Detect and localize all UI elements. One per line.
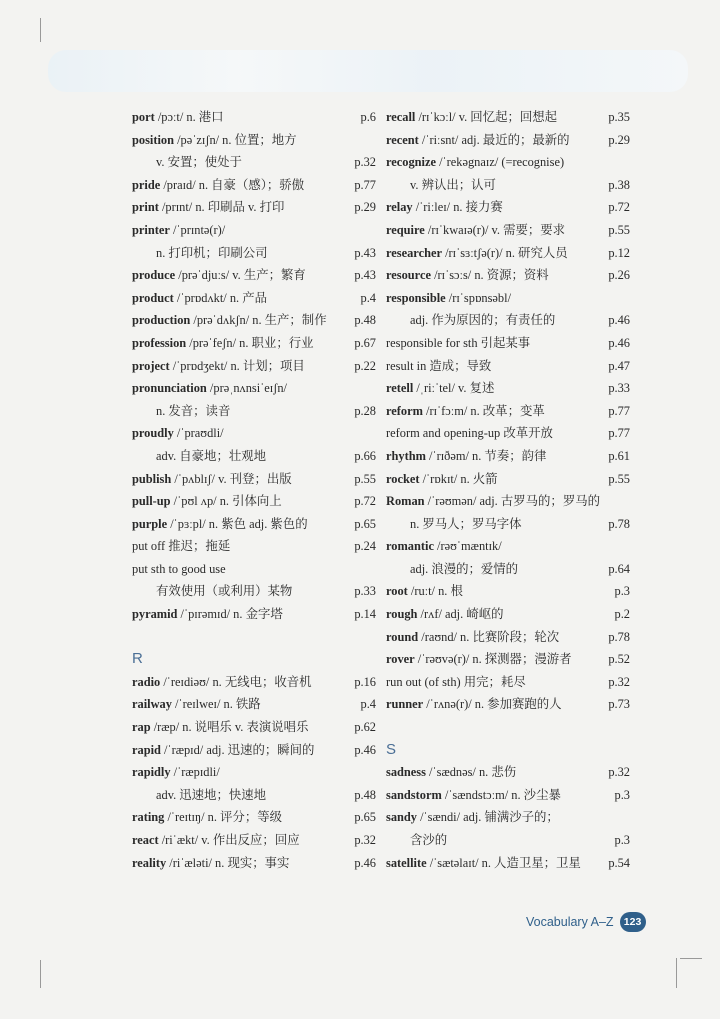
entry-text: publish /ˈpʌblɪʃ/ v. 刊登；出版	[132, 471, 292, 486]
vocab-entry	[386, 829, 630, 852]
vocab-entry	[132, 603, 376, 626]
vocab-entry	[132, 422, 376, 445]
entry-text: print /prɪnt/ n. 印刷品 v. 打印	[132, 200, 285, 215]
vocab-entry	[386, 490, 630, 513]
entry-page-ref: p.73	[608, 697, 630, 712]
entry-text: responsible /rɪˈspɒnsəbl/	[386, 290, 512, 305]
entry-page-ref: p.48	[354, 787, 376, 802]
headword: recognize	[386, 155, 436, 170]
entry-page-ref: p.32	[354, 155, 376, 170]
entry-text: pyramid /ˈpɪrəmɪd/ n. 金字塔	[132, 607, 283, 622]
vocab-entry	[132, 400, 376, 423]
headword: radio	[132, 674, 161, 689]
vocab-entry	[132, 580, 376, 603]
vocab-entry	[386, 784, 630, 807]
vocab-entry	[386, 468, 630, 491]
headword: sandstorm	[386, 787, 442, 802]
vocab-entry	[132, 309, 376, 332]
entry-text: rover /ˈrəʊvə(r)/ n. 探测器；漫游者	[386, 652, 572, 667]
vocab-entry	[132, 468, 376, 491]
vocab-entry	[132, 626, 376, 649]
vocab-entry	[386, 558, 630, 581]
vocab-entry	[132, 264, 376, 287]
headword: reform	[386, 403, 423, 418]
entry-page-ref: p.38	[608, 177, 630, 192]
headword: rover	[386, 652, 415, 667]
entry-page-ref: p.43	[354, 245, 376, 260]
page-number: 123	[620, 912, 646, 932]
entry-text: recall /rɪˈkɔːl/ v. 回忆起；回想起	[386, 110, 558, 124]
entry-page-ref: p.78	[608, 629, 630, 644]
vocab-entry	[386, 580, 630, 603]
entry-page-ref: p.77	[354, 177, 376, 192]
vocab-entry	[386, 693, 630, 716]
vocab-entry	[386, 603, 630, 626]
vocab-entry	[132, 513, 376, 536]
entry-page-ref: p.14	[354, 607, 376, 622]
vocab-entry	[386, 196, 630, 219]
entry-page-ref: p.64	[608, 561, 630, 576]
entry-text: satellite /ˈsætəlaɪt/ n. 人造卫星；卫星	[386, 855, 581, 870]
headword: runner	[386, 697, 424, 712]
entry-text: rapid /ˈræpɪd/ adj. 迅速的；瞬间的	[132, 742, 315, 757]
headword: pull-up	[132, 494, 171, 509]
entry-text: project /ˈprɒdʒekt/ n. 计划；项目	[132, 358, 305, 373]
vocab-entry	[386, 106, 630, 129]
vocab-entry	[132, 716, 376, 739]
vocab-entry	[132, 242, 376, 265]
vocab-entry	[386, 400, 630, 423]
headword: rough	[386, 607, 418, 622]
vocab-entry	[386, 332, 630, 355]
entry-page-ref: p.55	[608, 471, 630, 486]
headword: publish	[132, 471, 172, 486]
headword: Roman	[386, 494, 425, 509]
section-letter	[132, 648, 376, 671]
section-letter	[386, 739, 630, 762]
vocab-entry	[386, 648, 630, 671]
entry-text: require /rɪˈkwaɪə(r)/ v. 需要；要求	[386, 222, 566, 237]
vocab-entry	[386, 513, 630, 536]
entry-text: retell /ˌriːˈtel/ v. 复述	[386, 381, 495, 396]
entry-text: sandy /ˈsændi/ adj. 铺满沙子的；	[386, 810, 559, 825]
entry-text: rough /rʌf/ adj. 崎岖的	[386, 607, 504, 622]
headword: pronunciation	[132, 381, 207, 396]
headword: rhythm	[386, 448, 426, 463]
entry-text: purple /ˈpɜːpl/ n. 紫色 adj. 紫色的	[132, 516, 308, 531]
entry-text: react /riˈækt/ v. 作出反应；回应	[132, 833, 300, 847]
headword: recall	[386, 110, 416, 124]
entry-page-ref: p.2	[614, 607, 630, 622]
entry-text: adv. 自豪地；壮观地	[156, 448, 267, 463]
entry-page-ref: p.32	[608, 674, 630, 689]
headword: sadness	[386, 765, 426, 780]
entry-page-ref: p.67	[354, 335, 376, 350]
entry-page-ref: p.72	[608, 200, 630, 215]
crop-mark	[40, 960, 41, 988]
entry-text: v. 安置；使处于	[156, 155, 242, 170]
entry-text: position /pəˈzɪʃn/ n. 位置；地方	[132, 132, 297, 147]
vocab-entry	[132, 806, 376, 829]
entry-text: reform /rɪˈfɔːm/ n. 改革；变革	[386, 403, 545, 418]
entry-text: adv. 迅速地；快速地	[156, 787, 267, 802]
headword: round	[386, 629, 419, 644]
entry-text: n. 发音；读音	[156, 403, 231, 418]
headword: researcher	[386, 245, 442, 260]
headword: resource	[386, 268, 431, 283]
vocab-entry	[132, 693, 376, 716]
entry-text: resource /rɪˈsɔːs/ n. 资源；资料	[386, 268, 549, 283]
entry-page-ref: p.29	[608, 132, 630, 147]
entry-page-ref: p.32	[608, 765, 630, 780]
entry-page-ref: p.26	[608, 268, 630, 283]
vocab-entry	[386, 671, 630, 694]
headword: relay	[386, 200, 413, 215]
entry-text: railway /ˈreɪlweɪ/ n. 铁路	[132, 697, 261, 712]
headword: pyramid	[132, 607, 178, 622]
vocab-entry	[132, 761, 376, 784]
entry-text: put sth to good use	[132, 561, 226, 576]
vocab-entry	[132, 196, 376, 219]
entry-text: adj. 作为原因的；有责任的	[410, 313, 556, 328]
entry-page-ref: p.78	[608, 516, 630, 531]
entry-page-ref: p.62	[354, 720, 376, 735]
entry-page-ref: p.72	[354, 494, 376, 509]
vocab-entry	[386, 264, 630, 287]
section-heading: R	[132, 650, 143, 668]
headword: pride	[132, 177, 161, 192]
vocab-entry	[132, 377, 376, 400]
vocabulary-column-right	[386, 106, 630, 874]
vocab-entry	[132, 671, 376, 694]
entry-page-ref: p.46	[354, 742, 376, 757]
entry-page-ref: p.55	[354, 471, 376, 486]
crop-mark	[40, 18, 41, 42]
headword: purple	[132, 516, 168, 531]
vocabulary-column-left	[132, 106, 376, 874]
entry-text: run out (of sth) 用完；耗尽	[386, 674, 526, 689]
vocab-entry	[132, 287, 376, 310]
entry-text: put off 推迟；拖延	[132, 539, 231, 554]
headword: sandy	[386, 810, 417, 825]
headword: produce	[132, 268, 176, 283]
vocab-entry	[386, 716, 630, 739]
headword: react	[132, 833, 159, 847]
crop-mark	[676, 958, 677, 988]
vocab-entry	[132, 129, 376, 152]
headword: rapid	[132, 742, 161, 757]
vocab-entry	[132, 535, 376, 558]
vocab-entry	[386, 174, 630, 197]
vocab-entry	[132, 829, 376, 852]
entry-text: rhythm /ˈrɪðəm/ n. 节奏；韵律	[386, 448, 547, 463]
headword: proudly	[132, 426, 174, 441]
entry-text: adj. 浪漫的；爱情的	[410, 561, 519, 576]
entry-text: reality /riˈæləti/ n. 现实；事实	[132, 855, 290, 870]
headword: root	[386, 584, 408, 599]
vocab-entry	[386, 287, 630, 310]
entry-page-ref: p.3	[614, 833, 630, 847]
entry-page-ref: p.65	[354, 810, 376, 825]
entry-text: rap /ræp/ n. 说唱乐 v. 表演说唱乐	[132, 720, 309, 735]
entry-page-ref: p.46	[354, 855, 376, 870]
headword: require	[386, 222, 425, 237]
entry-text: pride /praɪd/ n. 自豪（感）；骄傲	[132, 177, 305, 192]
vocab-entry	[386, 151, 630, 174]
entry-text: n. 打印机；印刷公司	[156, 245, 268, 260]
entry-text: n. 罗马人；罗马字体	[410, 516, 522, 531]
entry-page-ref: p.77	[608, 403, 630, 418]
entry-text: port /pɔːt/ n. 港口	[132, 110, 224, 124]
headword: retell	[386, 381, 414, 396]
headword: product	[132, 290, 174, 305]
entry-text: profession /prəˈfeʃn/ n. 职业；行业	[132, 335, 314, 350]
headword: responsible	[386, 290, 446, 305]
entry-text: rocket /ˈrɒkɪt/ n. 火箭	[386, 471, 498, 486]
entry-page-ref: p.46	[608, 313, 630, 328]
vocab-entry	[132, 558, 376, 581]
page-footer	[526, 910, 646, 934]
entry-page-ref: p.28	[354, 403, 376, 418]
headword: position	[132, 132, 175, 147]
entry-page-ref: p.22	[354, 358, 376, 373]
headword: print	[132, 200, 159, 215]
entry-page-ref: p.6	[360, 110, 376, 124]
entry-text: romantic /rəʊˈmæntɪk/	[386, 539, 502, 554]
entry-text: rapidly /ˈræpɪdli/	[132, 765, 220, 780]
vocab-entry	[386, 445, 630, 468]
headword: profession	[132, 335, 187, 350]
entry-page-ref: p.66	[354, 448, 376, 463]
headword: railway	[132, 697, 172, 712]
entry-text: proudly /ˈpraʊdli/	[132, 426, 224, 441]
headword: satellite	[386, 855, 427, 870]
entry-page-ref: p.61	[608, 448, 630, 463]
vocab-entry	[386, 309, 630, 332]
entry-text: produce /prəˈdjuːs/ v. 生产；繁育	[132, 268, 306, 283]
headword: recent	[386, 132, 419, 147]
entry-text: recognize /ˈrekəgnaɪz/ (=recognise)	[386, 155, 565, 170]
vocab-entry	[386, 129, 630, 152]
entry-text: pull-up /ˈpʊl ʌp/ n. 引体向上	[132, 494, 282, 509]
vocab-entry	[132, 739, 376, 762]
headword: rocket	[386, 471, 420, 486]
vocab-entry	[386, 626, 630, 649]
entry-text: relay /ˈriːleɪ/ n. 接力赛	[386, 200, 503, 215]
entry-text: Roman /ˈrəʊmən/ adj. 古罗马的；罗马的	[386, 494, 600, 509]
entry-page-ref: p.65	[354, 516, 376, 531]
entry-text: sandstorm /ˈsændstɔːm/ n. 沙尘暴	[386, 787, 561, 802]
headword: production	[132, 313, 191, 328]
entry-text: production /prəˈdʌkʃn/ n. 生产；制作	[132, 313, 327, 328]
entry-page-ref: p.24	[354, 539, 376, 554]
entry-page-ref: p.77	[608, 426, 630, 441]
vocab-entry	[386, 422, 630, 445]
entry-text: runner /ˈrʌnə(r)/ n. 参加赛跑的人	[386, 697, 562, 712]
entry-text: radio /ˈreɪdiəʊ/ n. 无线电；收音机	[132, 674, 312, 689]
vocab-entry	[386, 535, 630, 558]
entry-page-ref: p.54	[608, 855, 630, 870]
entry-page-ref: p.52	[608, 652, 630, 667]
vocab-entry	[386, 806, 630, 829]
vocab-entry	[386, 219, 630, 242]
vocab-entry	[132, 219, 376, 242]
entry-text: recent /ˈriːsnt/ adj. 最近的；最新的	[386, 132, 570, 147]
headword: printer	[132, 222, 170, 237]
entry-text: result in 造成；导致	[386, 358, 492, 373]
headword: rap	[132, 720, 151, 735]
entry-page-ref: p.32	[354, 833, 376, 847]
entry-page-ref: p.33	[354, 584, 376, 599]
entry-text: root /ruːt/ n. 根	[386, 584, 463, 599]
entry-text: product /ˈprɒdʌkt/ n. 产品	[132, 290, 267, 305]
headword: reality	[132, 855, 167, 870]
vocab-entry	[386, 355, 630, 378]
crop-mark	[680, 958, 702, 959]
entry-page-ref: p.4	[360, 697, 376, 712]
vocab-entry	[132, 490, 376, 513]
footer-label: Vocabulary A–Z	[526, 915, 614, 929]
entry-text: sadness /ˈsædnəs/ n. 悲伤	[386, 765, 517, 780]
entry-page-ref: p.29	[354, 200, 376, 215]
entry-page-ref: p.46	[608, 335, 630, 350]
headword: rating	[132, 810, 165, 825]
vocab-entry	[386, 852, 630, 875]
vocab-entry	[132, 151, 376, 174]
vocab-entry	[132, 852, 376, 875]
vocab-entry	[386, 761, 630, 784]
headword: port	[132, 110, 155, 124]
section-heading: S	[386, 740, 397, 758]
headword: project	[132, 358, 170, 373]
entry-text: round /raʊnd/ n. 比赛阶段；轮次	[386, 629, 560, 644]
vocab-entry	[132, 174, 376, 197]
entry-text: printer /ˈprɪntə(r)/	[132, 222, 226, 237]
entry-page-ref: p.43	[354, 268, 376, 283]
entry-page-ref: p.35	[608, 110, 630, 124]
entry-text: reform and opening-up 改革开放	[386, 426, 553, 441]
headword: rapidly	[132, 765, 171, 780]
vocab-entry	[132, 445, 376, 468]
headword: romantic	[386, 539, 434, 554]
vocab-entry	[132, 332, 376, 355]
entry-text: responsible for sth 引起某事	[386, 335, 531, 350]
vocab-entry	[132, 784, 376, 807]
vocab-entry	[386, 377, 630, 400]
vocab-entry	[132, 355, 376, 378]
entry-page-ref: p.12	[608, 245, 630, 260]
vocab-entry	[132, 106, 376, 129]
entry-page-ref: p.16	[354, 674, 376, 689]
entry-text: v. 辨认出；认可	[410, 177, 496, 192]
entry-text: 含沙的	[410, 833, 448, 847]
entry-text: rating /ˈreɪtɪŋ/ n. 评分；等级	[132, 810, 282, 825]
entry-page-ref: p.3	[614, 787, 630, 802]
entry-page-ref: p.4	[360, 290, 376, 305]
entry-page-ref: p.3	[614, 584, 630, 599]
header-banner	[48, 50, 688, 92]
entry-page-ref: p.33	[608, 381, 630, 396]
entry-page-ref: p.47	[608, 358, 630, 373]
entry-text: researcher /rɪˈsɜːtʃə(r)/ n. 研究人员	[386, 245, 568, 260]
entry-page-ref: p.55	[608, 222, 630, 237]
entry-text: 有效使用（或利用）某物	[156, 584, 293, 599]
entry-text: pronunciation /prəˌnʌnsiˈeɪʃn/	[132, 381, 287, 396]
vocab-entry	[386, 242, 630, 265]
entry-page-ref: p.48	[354, 313, 376, 328]
